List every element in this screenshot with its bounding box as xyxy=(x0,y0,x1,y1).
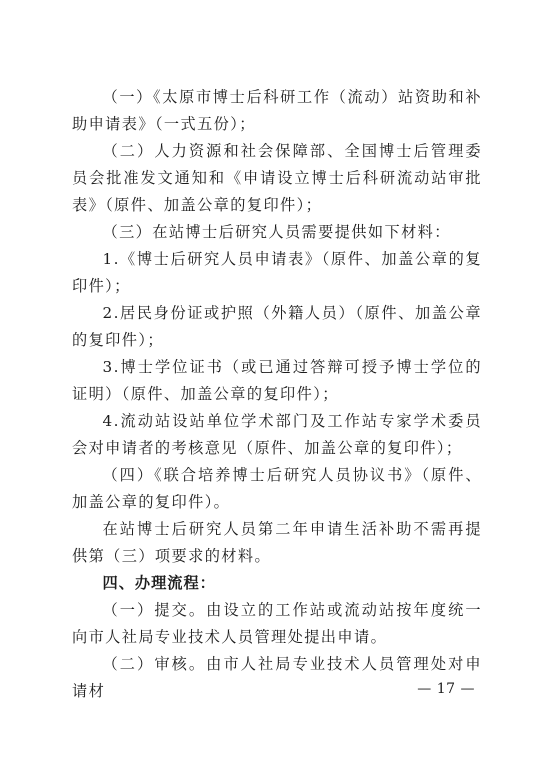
submission-step: （一）提交。由设立的工作站或流动站按年度统一向市人社局专业技术人员管理处提出申请。 xyxy=(72,601,482,646)
joint-training-agreement-item: （四）《联合培养博士后研究人员协议书》（原件、加盖公章的复印件）。 xyxy=(72,466,482,511)
document-body xyxy=(72,84,482,705)
assessment-opinion-item: 4.流动站设站单位学术部门及工作站专家学术委员会对申请者的考核意见（原件、加盖公章的复印件）； xyxy=(72,412,482,457)
identity-document-item: 2.居民身份证或护照（外籍人员）（原件、加盖公章的复印件）； xyxy=(72,304,482,349)
approval-notice-item: （二）人力资源和社会保障部、全国博士后管理委员会批准发文通知和《申请设立博士后科研流动站审批表》（原件、加盖公章的复印件）； xyxy=(72,142,482,214)
researcher-application-form-item: 1.《博士后研究人员申请表》（原件、加盖公章的复印件）； xyxy=(72,250,482,295)
review-step: （二）审核。由市人社局专业技术人员管理处对申请材 xyxy=(72,655,482,700)
doctoral-degree-item: 3.博士学位证书（或已通过答辩可授予博士学位的证明）（原件、加盖公章的复印件）； xyxy=(72,358,482,403)
page-number: — 17 — xyxy=(417,681,475,697)
application-form-item: （一）《太原市博士后科研工作（流动）站资助和补助申请表》（一式五份）； xyxy=(72,88,482,133)
process-section-heading: 四、办理流程： xyxy=(102,574,216,592)
second-year-subsidy-note: 在站博士后研究人员第二年申请生活补助不需再提供第（三）项要求的材料。 xyxy=(72,520,482,565)
researcher-materials-item: （三）在站博士后研究人员需要提供如下材料： xyxy=(102,223,451,241)
